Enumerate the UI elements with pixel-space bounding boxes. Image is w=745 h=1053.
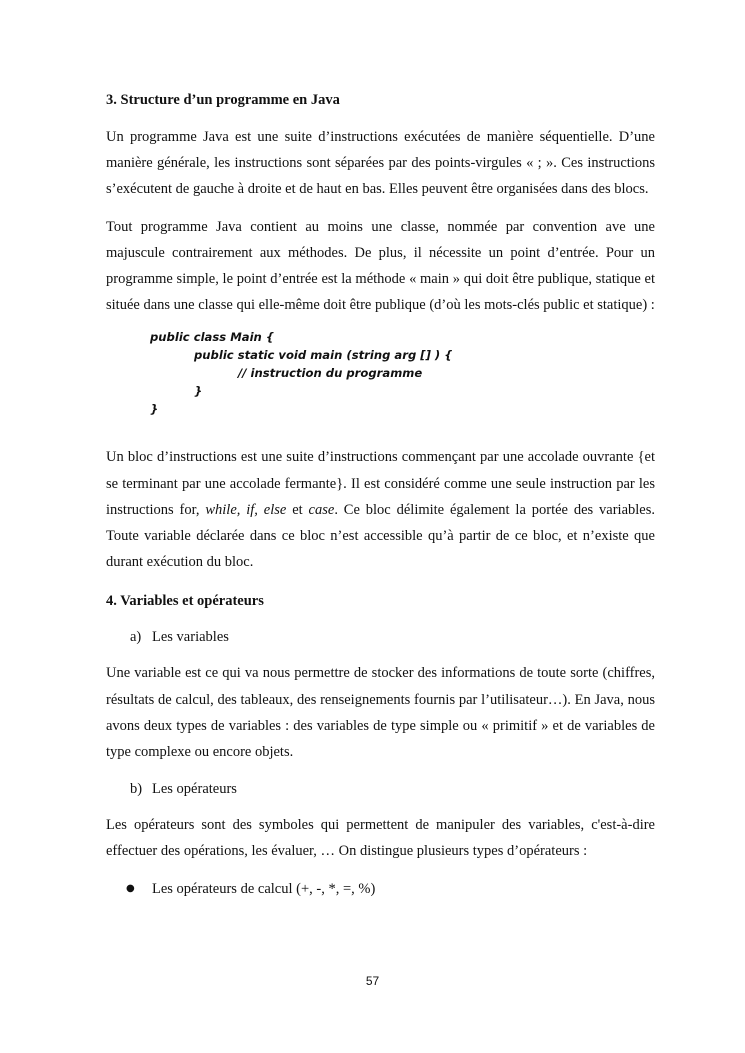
list-marker: a) xyxy=(130,629,142,646)
subsection-variables xyxy=(130,625,655,649)
paragraph-variables: Une variable est ce qui va nous permettre de stocker des informations de toute sorte (chiffres, résultats de calcul, des tableaux, des renseignements fournis par l’utilisateur…). En Java, nous avons deux types de variables : des variables de type simple ou « primitif » et de variables de type complexe ou encore objets. xyxy=(106,665,655,761)
text-run: . Ce bloc délimite également la portée des variables. Toute variable déclarée dans ce bloc n’est accessible qu’à partir de ce bloc, et n’existe que durant exécution du bloc. xyxy=(106,501,655,571)
bullet-icon: ● xyxy=(126,882,135,894)
section-4-heading: 4. Variables et opérateurs xyxy=(106,593,264,610)
list-marker: b) xyxy=(130,781,143,798)
page-number: 57 xyxy=(365,974,380,988)
keyword-run: case xyxy=(308,501,335,518)
bullet-item xyxy=(126,877,655,901)
keyword-run: while, if, else xyxy=(205,501,287,518)
text-run: et xyxy=(286,501,309,518)
paragraph-operateurs: Les opérateurs sont des symboles qui permettent de manipuler des variables, c'est-à-dire effectuer des opérations, les évaluer, … On distingue plusieurs types d’opérateurs : xyxy=(106,817,655,860)
code-line: } xyxy=(150,401,159,416)
code-line: // instruction du programme xyxy=(238,366,423,381)
paragraph-main-class: Tout programme Java contient au moins une classe, nommée par convention ave une majuscule contrairement aux méthodes. De plus, il nécessite un point d’entrée. Pour un programme simple, le point d’entrée est la méthode « main » qui doit être publique, statique et située dans une classe qui elle-même doit être publique (d’où les mots-clés public et statique) : xyxy=(106,218,655,314)
paragraph-sequential: Un programme Java est une suite d’instructions exécutées de manière séquentielle. D’une manière générale, les instructions sont séparées par des points-virgules « ; ». Ces instructions s’exécutent de gauche à droite et de haut en bas. Elles peuvent être organisées dans des blocs. xyxy=(106,129,655,198)
code-line: public static void main (string arg [] ) { xyxy=(194,348,453,363)
text-run: Un bloc d’instructions est une suite d’instructions commençant par une accolade ouvrante {et se terminant par une accolade fermante}. Il est considéré comme une seule instruction par les instructions for, xyxy=(106,449,655,518)
bullet-text: Les opérateurs de calcul (+, -, *, =, %) xyxy=(152,880,376,897)
code-line: } xyxy=(194,383,203,398)
paragraph-instruction-block xyxy=(106,444,655,575)
section-3-heading: 3. Structure d’un programme en Java xyxy=(106,92,340,108)
subsection-label: Les variables xyxy=(152,629,229,646)
subsection-operateurs xyxy=(130,777,655,801)
page-content xyxy=(106,90,655,901)
code-line: public class Main { xyxy=(150,330,275,345)
code-block xyxy=(150,329,655,418)
subsection-label: Les opérateurs xyxy=(152,781,237,798)
